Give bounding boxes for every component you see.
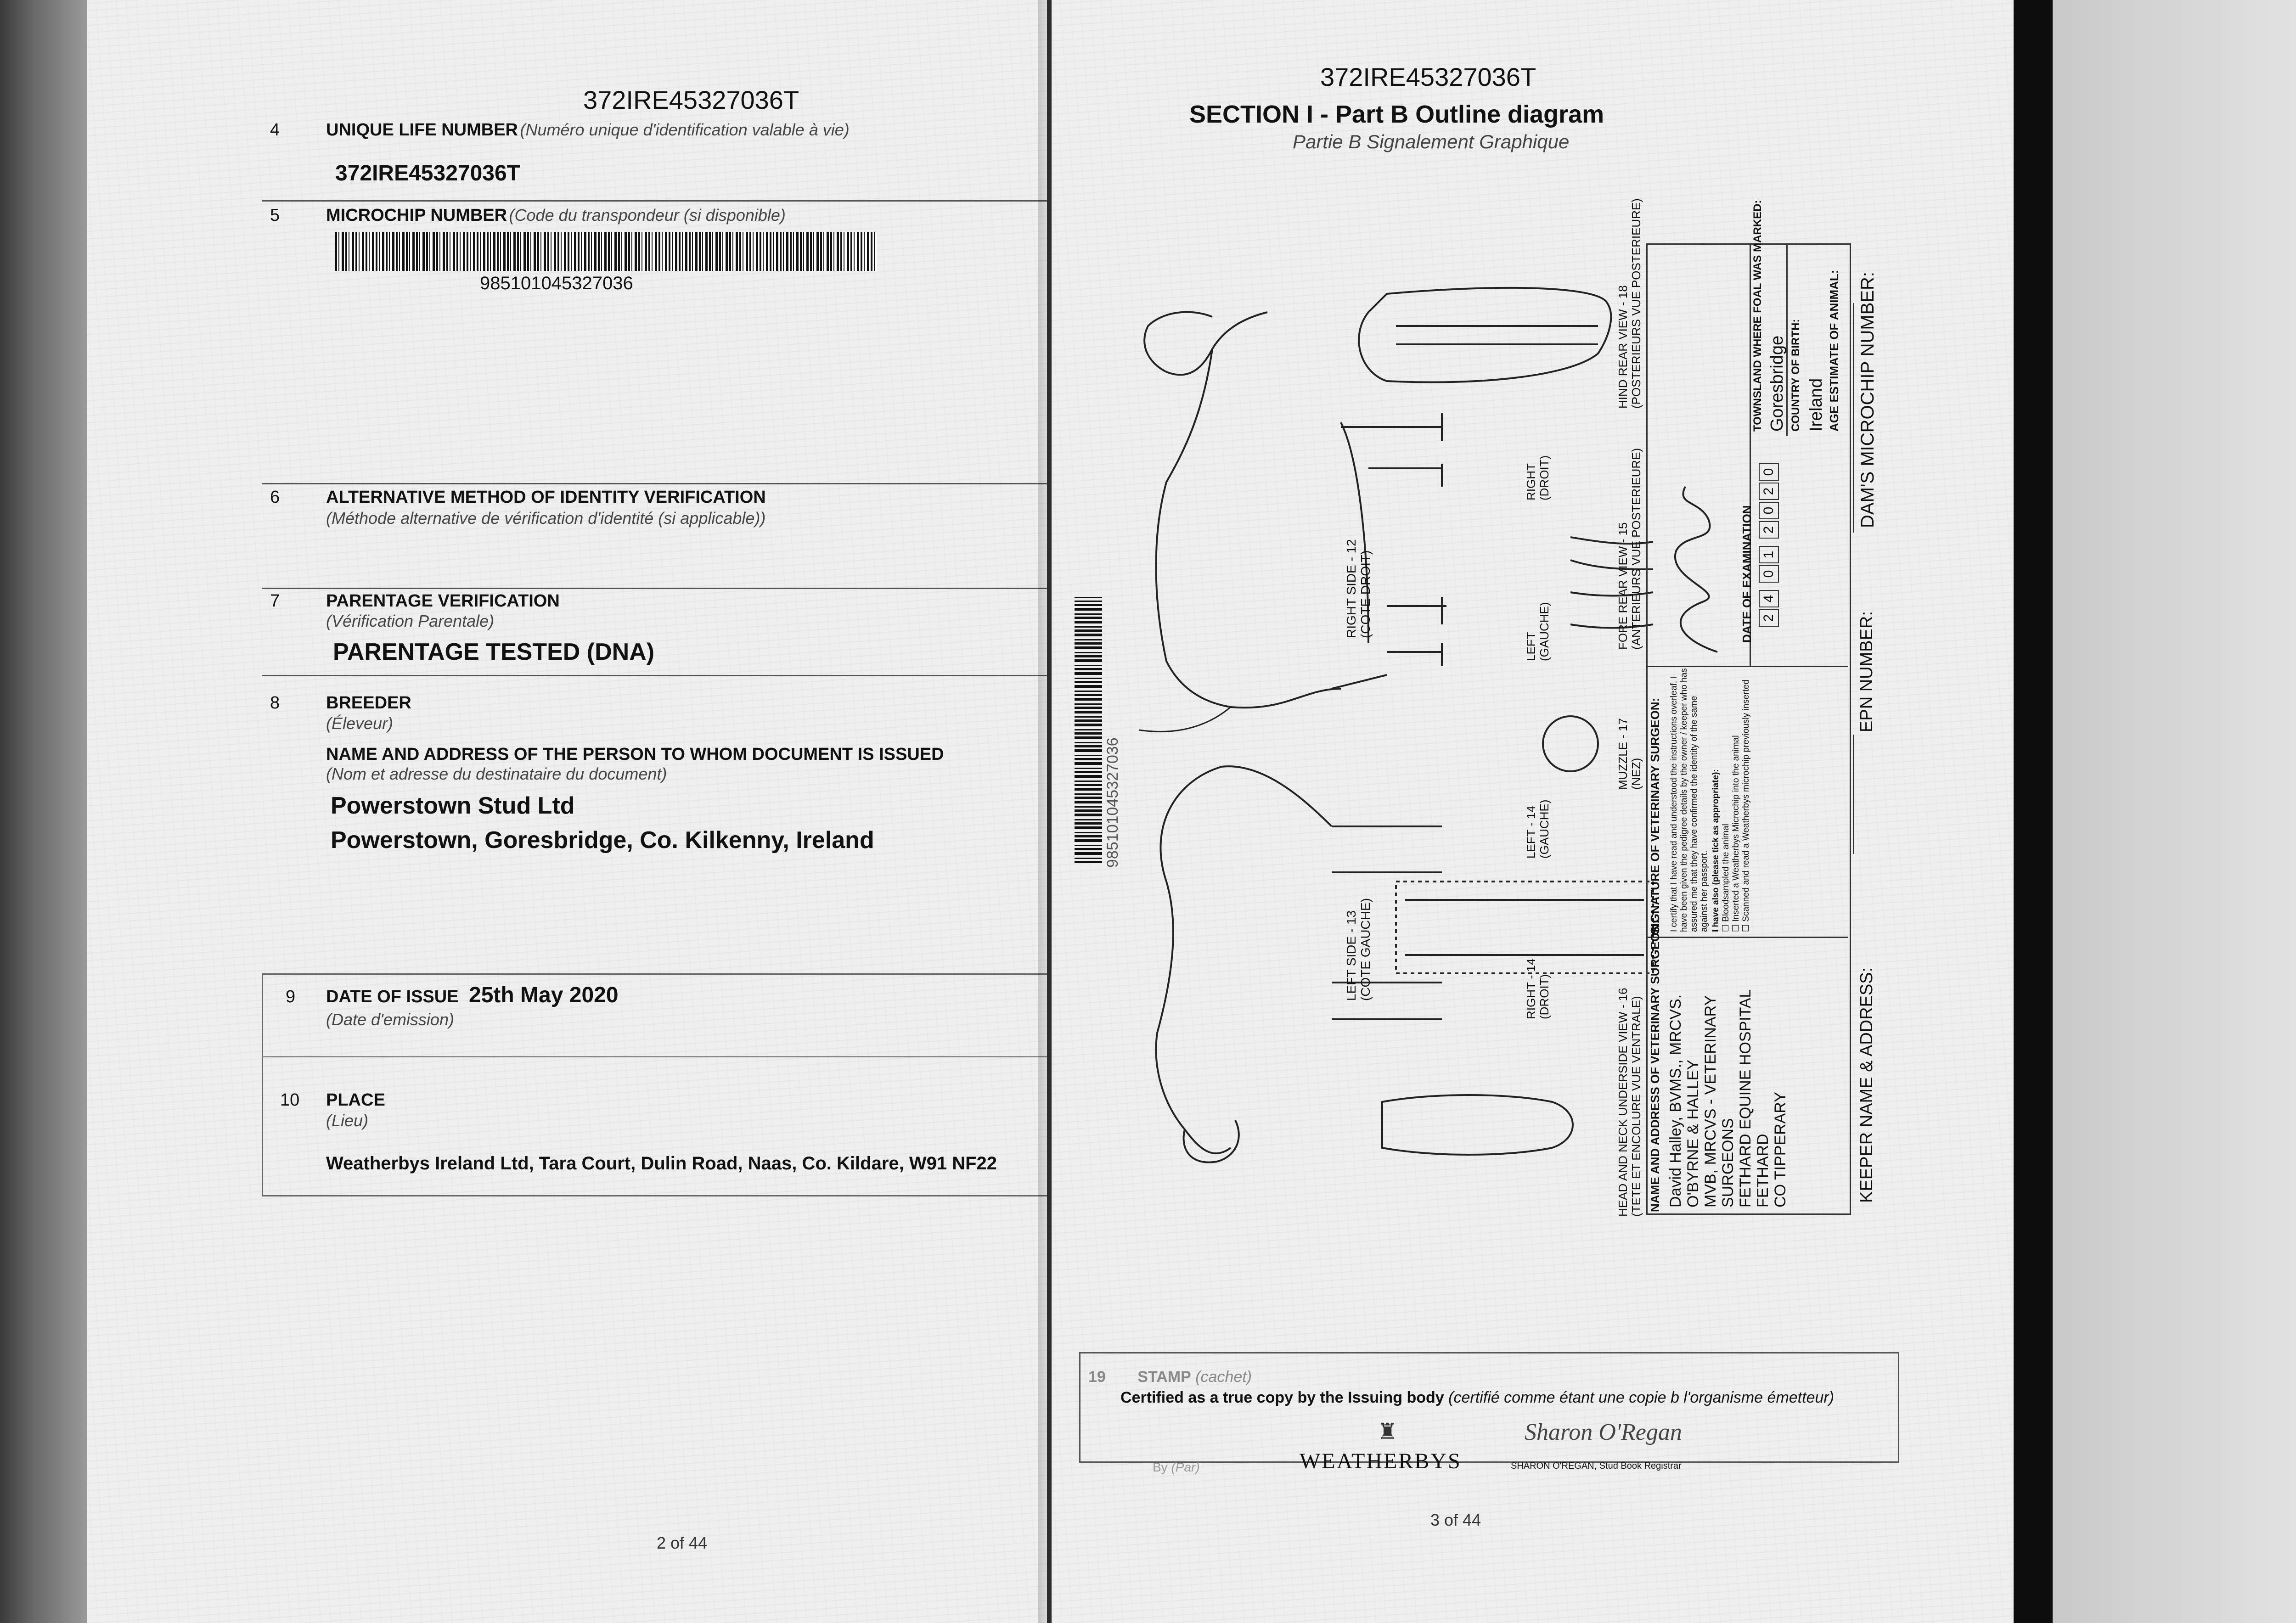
date-digit: 0 xyxy=(1759,502,1779,519)
stamp-num: 19 xyxy=(1088,1368,1106,1386)
by-label: By xyxy=(1153,1460,1168,1474)
label-right-fore: RIGHT (DROIT) xyxy=(1524,455,1551,500)
place-value: Weatherbys Ireland Ltd, Tara Court, Dulin Road, Naas, Co. Kildare, W91 NF22 xyxy=(326,1153,997,1174)
sec7-label: PARENTAGE VERIFICATION xyxy=(326,591,560,611)
country-label: COUNTRY OF BIRTH: xyxy=(1790,319,1802,432)
book-edge-left xyxy=(0,0,87,1623)
townsland-value: Goresbridge xyxy=(1767,335,1787,432)
breeder-name: Powerstown Stud Ltd xyxy=(331,792,575,819)
vet-address-block xyxy=(1667,989,1790,1207)
sec5-label-fr: (Code du transpondeur (si disponible) xyxy=(509,206,786,225)
vet-option[interactable]: ☐ Scanned and read a Weatherbys microchip previously inserted xyxy=(1741,679,1751,932)
label-right-side: RIGHT SIDE - 12 (COTE DROIT) xyxy=(1344,539,1373,638)
epn-label: EPN NUMBER: xyxy=(1857,611,1876,732)
date-digit: 2 xyxy=(1759,609,1779,627)
side-barcode xyxy=(1075,597,1102,863)
vet-name-label: NAME AND ADDRESS OF VETERINARY SURGEON: xyxy=(1648,920,1662,1212)
certified-text-fr: (certifié comme étant une copie b l'organisme émetteur) xyxy=(1448,1389,1835,1406)
date-digit: 2 xyxy=(1759,521,1779,539)
page-right xyxy=(1052,0,2020,1623)
label-left-fore: LEFT (GAUCHE) xyxy=(1524,602,1551,661)
label-left-side: LEFT SIDE - 13 (COTE GAUCHE) xyxy=(1344,898,1373,1001)
sec8-label-fr: (Éleveur) xyxy=(326,714,394,733)
date-digit: 0 xyxy=(1759,463,1779,481)
date-of-issue: 25th May 2020 xyxy=(469,983,619,1007)
sec10-num: 10 xyxy=(280,1090,300,1110)
sec5-label-row xyxy=(326,206,786,225)
section-subtitle: Partie B Signalement Graphique xyxy=(1293,131,1570,152)
vet-line: David Halley, BVMS., MRCVS. xyxy=(1667,994,1684,1207)
vet-signature-label: SIGNATURE OF VETERINARY SURGEON: xyxy=(1648,697,1662,934)
vet-statement: I certify that I have read and understood the instructions overleaf. I have been given the pedigree details by the owner / keeper who has assured me that they have confirmed the identity of the same against her passport. xyxy=(1669,668,1709,932)
divider xyxy=(262,675,1047,676)
label-muzzle: MUZZLE - 17 (NEZ) xyxy=(1616,718,1643,790)
sec6-label: ALTERNATIVE METHOD OF IDENTITY VERIFICATION xyxy=(326,488,766,507)
epn-rule xyxy=(1853,735,1854,854)
sec4-label-row xyxy=(326,120,850,140)
scanner-shadow xyxy=(2014,0,2053,1623)
certified-text: Certified as a true copy by the Issuing body xyxy=(1120,1389,1444,1406)
vet-statement-block xyxy=(1669,668,1751,932)
keeper-label: KEEPER NAME & ADDRESS: xyxy=(1857,967,1876,1203)
sec9-label: DATE OF ISSUE xyxy=(326,987,459,1006)
sec5-label: MICROCHIP NUMBER xyxy=(326,206,507,225)
registrar-signature: Sharon O'Regan xyxy=(1525,1419,1682,1445)
dam-chip-rule xyxy=(1853,303,1854,533)
vet-line: FETHARD xyxy=(1754,1134,1772,1207)
scanner-background xyxy=(2053,0,2296,1623)
date-exam-label: DATE OF EXAMINATION xyxy=(1740,505,1754,643)
divider xyxy=(262,588,1047,589)
sec7-num: 7 xyxy=(270,591,280,611)
vet-option[interactable]: ☐ Inserted a Weatherbys Microchip into the animal xyxy=(1731,735,1741,932)
sec4-label-fr: (Numéro unique d'identification valable à vie) xyxy=(520,120,850,139)
sec5-num: 5 xyxy=(270,206,280,225)
label-left-14: LEFT - 14 (GAUCHE) xyxy=(1524,799,1551,859)
stamp-label: STAMP xyxy=(1137,1368,1191,1386)
sec4-label: UNIQUE LIFE NUMBER xyxy=(326,120,518,140)
sec9-label-fr: (Date d'emission) xyxy=(326,1010,454,1029)
date-digit: 4 xyxy=(1759,590,1779,607)
horse-left-side-outline xyxy=(1156,767,1231,1153)
label-fore-rear: FORE REAR VIEW - 15 (ANTERIEURS VUE POSTERIEURE) xyxy=(1616,448,1643,650)
age-label: AGE ESTIMATE OF ANIMAL: xyxy=(1827,270,1841,432)
date-digit: 0 xyxy=(1759,565,1779,583)
vet-option[interactable]: ☐ Bloodsampled the animal xyxy=(1721,824,1731,932)
sec10-label-fr: (Lieu) xyxy=(326,1111,369,1130)
vet-line: FETHARD EQUINE HOSPITAL xyxy=(1737,989,1755,1207)
date-exam-digits xyxy=(1759,461,1779,627)
vet-option-label: Inserted a Weatherbys Microchip into the animal xyxy=(1731,735,1741,922)
label-right-14: RIGHT - 14 (DROIT) xyxy=(1524,958,1551,1019)
weatherbys-crest-icon: ♜ xyxy=(1378,1420,1398,1444)
table-divider xyxy=(1646,666,1848,667)
section-title: SECTION I - Part B Outline diagram xyxy=(1189,101,1604,128)
vet-signature xyxy=(1649,477,1736,661)
sec7-label-fr: (Vérification Parentale) xyxy=(326,612,495,630)
vet-line: MVB, MRCVS - VETERINARY xyxy=(1702,995,1720,1207)
table-divider xyxy=(1646,937,1848,938)
divider xyxy=(262,200,1047,202)
horse-right-side-outline xyxy=(1156,312,1268,707)
registrar-name: SHARON O'REGAN, Stud Book Registrar xyxy=(1511,1461,1682,1471)
tail-right xyxy=(1139,707,1231,731)
country-value: Ireland xyxy=(1806,378,1826,432)
dam-chip-label: DAM'S MICROCHIP NUMBER: xyxy=(1857,271,1878,528)
breeder-address: Powerstown, Goresbridge, Co. Kilkenny, Ireland xyxy=(331,827,874,854)
vet-line: CO TIPPERARY xyxy=(1772,1092,1790,1207)
date-digit: 1 xyxy=(1759,546,1779,563)
sec10-label: PLACE xyxy=(326,1090,385,1110)
by-row xyxy=(1153,1460,1200,1475)
sec4-num: 4 xyxy=(270,120,280,140)
divider xyxy=(262,1056,1047,1057)
microchip-barcode xyxy=(335,232,877,271)
label-head-neck: HEAD AND NECK UNDERSIDE VIEW - 16 (TETE ET ENCOLURE VUE VENTRALE) xyxy=(1616,988,1643,1217)
brand-name: WEATHERBYS xyxy=(1300,1449,1462,1473)
right-header-id: 372IRE45327036T xyxy=(1320,62,1536,91)
left-header-id: 372IRE45327036T xyxy=(583,85,799,114)
sec6-num: 6 xyxy=(270,488,280,507)
page-left xyxy=(87,0,1047,1623)
sec6-label-fr: (Méthode alternative de vérification d'identité (si applicable)) xyxy=(326,509,766,528)
unique-life-number: 372IRE45327036T xyxy=(335,161,520,185)
vet-option-label: Scanned and read a Weatherbys microchip previously inserted xyxy=(1741,679,1751,922)
sec9-num: 9 xyxy=(286,987,296,1006)
townsland-label: TOWNSLAND WHERE FOAL WAS MARKED: xyxy=(1751,200,1764,432)
vet-option-label: Bloodsampled the animal xyxy=(1721,824,1731,922)
page-number-left: 2 of 44 xyxy=(657,1533,708,1552)
label-hind-rear: HIND REAR VIEW - 18 (POSTERIEURS VUE POSTERIEURE) xyxy=(1616,198,1643,409)
microchip-number: 985101045327036 xyxy=(480,273,633,293)
sec9-row xyxy=(326,983,619,1008)
by-label-fr: (Par) xyxy=(1171,1460,1200,1474)
sec8-label2: NAME AND ADDRESS OF THE PERSON TO WHOM DOCUMENT IS ISSUED xyxy=(326,745,944,764)
vet-line: SURGEONS xyxy=(1719,1118,1737,1207)
certified-row xyxy=(1120,1389,1834,1407)
sec8-label2-fr: (Nom et adresse du destinataire du document) xyxy=(326,764,667,783)
parentage-value: PARENTAGE TESTED (DNA) xyxy=(333,639,655,665)
sec8-label: BREEDER xyxy=(326,693,411,713)
side-barcode-number: 985101045327036 xyxy=(1104,737,1121,868)
divider xyxy=(262,483,1047,484)
date-digit: 2 xyxy=(1759,483,1779,500)
page-number-right: 3 of 44 xyxy=(1430,1511,1481,1529)
stamp-header xyxy=(1088,1368,1252,1386)
sec8-num: 8 xyxy=(270,693,280,713)
stamp-label-fr: (cachet) xyxy=(1195,1368,1252,1386)
vet-options-label: I have also (please tick as appropriate): xyxy=(1711,769,1721,932)
vet-line: O'BYRNE & HALLEY xyxy=(1684,1059,1702,1207)
